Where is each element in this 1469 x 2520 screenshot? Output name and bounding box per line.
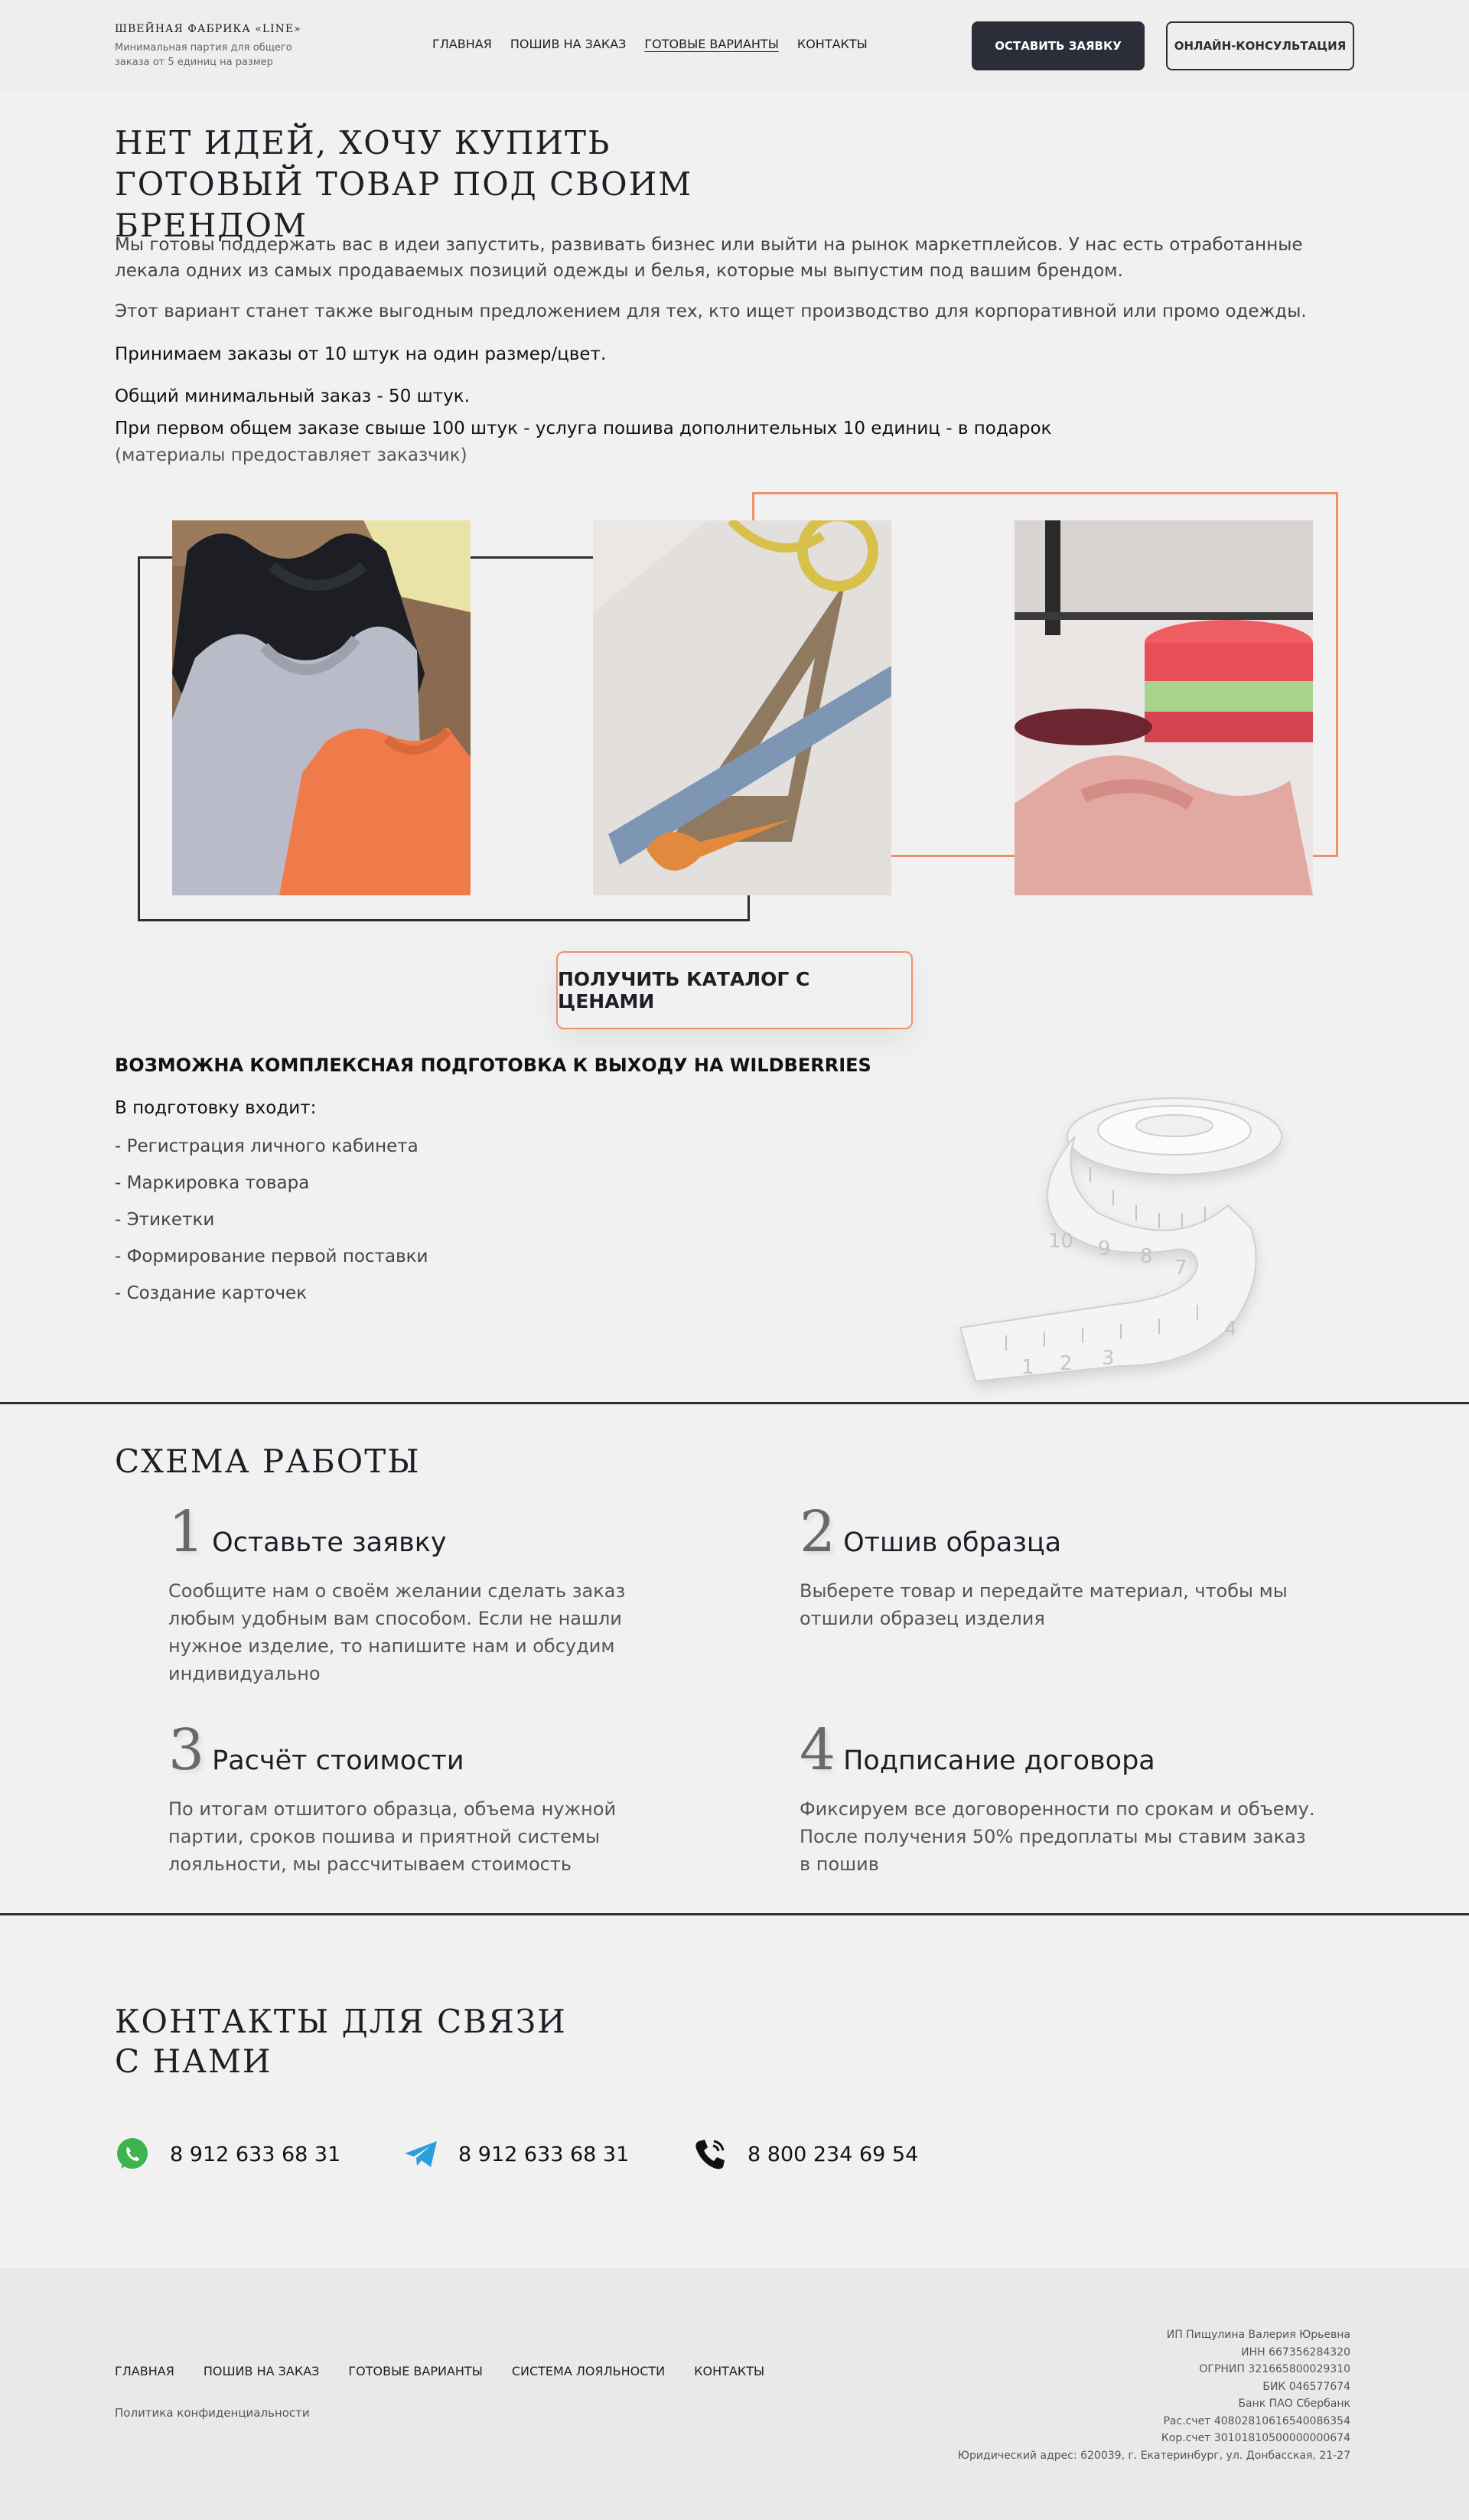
- svg-text:2: 2: [1060, 1352, 1073, 1375]
- step-title: Подписание договора: [843, 1746, 1155, 1776]
- nav-item-ready-options[interactable]: ГОТОВЫЕ ВАРИАНТЫ: [644, 37, 779, 51]
- list-item: - Создание карточек: [115, 1283, 308, 1303]
- photo-sewing-tools: [593, 520, 891, 895]
- svg-text:7: 7: [1174, 1257, 1187, 1280]
- list-item: - Формирование первой поставки: [115, 1247, 428, 1267]
- section-divider: [0, 1402, 1469, 1404]
- footer-nav-loyalty[interactable]: СИСТЕМА ЛОЯЛЬНОСТИ: [511, 2364, 666, 2378]
- step-4: [800, 1717, 1335, 1878]
- step-text: Выберете товар и передайте материал, чтобы мы отшили образец изделия: [800, 1580, 1288, 1629]
- online-consultation-button[interactable]: ОНЛАЙН-КОНСУЛЬТАЦИЯ: [1166, 21, 1354, 70]
- intro-paragraph-1: Мы готовы поддержать вас в идеи запустить, развивать бизнес или выйти на рынок маркетплейсов. У нас есть отработанные лекала одних из самых продаваемых позиций одежды и белья, которые мы выпустим под вашим брендом.: [115, 235, 1303, 281]
- photo-ribbons: [1015, 520, 1313, 895]
- measuring-tape-illustration: [945, 1075, 1312, 1404]
- requisite-line: ОГРНИП 321665800029310: [1199, 2363, 1350, 2375]
- privacy-policy-link[interactable]: Политика конфиденциальности: [115, 2406, 310, 2420]
- step-title: Расчёт стоимости: [212, 1746, 464, 1776]
- site-header: [0, 0, 1469, 92]
- nav-item-custom-sewing[interactable]: ПОШИВ НА ЗАКАЗ: [510, 37, 627, 51]
- svg-text:10: 10: [1048, 1230, 1074, 1253]
- svg-text:9: 9: [1098, 1237, 1111, 1260]
- intro-paragraph-bonus: При первом общем заказе свыше 100 штук - услуга пошива дополнительных 10 единиц - в подарок: [115, 419, 1052, 438]
- request-button[interactable]: ОСТАВИТЬ ЗАЯВКУ: [972, 21, 1145, 70]
- site-footer: [0, 2268, 1469, 2520]
- nav-item-contacts[interactable]: КОНТАКТЫ: [796, 37, 868, 51]
- step-text: Фиксируем все договоренности по срокам и объему. После получения 50% предоплаты мы ставим заказ в пошив: [800, 1798, 1315, 1875]
- phone-icon: [692, 2137, 728, 2172]
- intro-paragraph-min-order-size: Принимаем заказы от 10 штук на один размер/цвет.: [115, 344, 607, 364]
- requisite-line: Банк ПАО Сбербанк: [1238, 2398, 1350, 2410]
- contacts-title: [115, 2002, 567, 2082]
- intro-paragraph-min-total: Общий минимальный заказ - 50 штук.: [115, 386, 470, 406]
- brand-title[interactable]: ШВЕЙНАЯ ФАБРИКА «LINE»: [115, 23, 301, 35]
- list-item: - Маркировка товара: [115, 1173, 310, 1193]
- brand-subtitle: Минимальная партия для общего заказа от 5 единиц на размер: [115, 42, 292, 68]
- step-2: [800, 1499, 1335, 1632]
- footer-nav-home[interactable]: ГЛАВНАЯ: [115, 2364, 174, 2378]
- svg-text:1: 1: [1021, 1356, 1034, 1379]
- step-number: 2: [800, 1499, 836, 1565]
- svg-text:8: 8: [1140, 1245, 1153, 1268]
- step-1: [168, 1499, 704, 1687]
- telegram-icon: [403, 2137, 438, 2172]
- photo-tank-tops: [172, 520, 471, 895]
- footer-nav: [115, 2364, 793, 2378]
- company-requisites: [958, 2326, 1350, 2464]
- wildberries-title: ВОЗМОЖНА КОМПЛЕКСНАЯ ПОДГОТОВКА К ВЫХОДУ НА WILDBERRIES: [115, 1055, 871, 1076]
- contact-whatsapp[interactable]: [115, 2137, 340, 2172]
- svg-text:4: 4: [1224, 1318, 1237, 1341]
- step-3: [168, 1717, 704, 1878]
- whatsapp-icon: [115, 2137, 150, 2172]
- requisite-line: Рас.счет 40802810616540086354: [1163, 2414, 1350, 2427]
- footer-nav-contacts[interactable]: КОНТАКТЫ: [694, 2364, 765, 2378]
- nav-item-home[interactable]: ГЛАВНАЯ: [432, 37, 492, 51]
- requisite-line: Кор.счет 30101810500000000674: [1161, 2432, 1350, 2444]
- footer-nav-custom-sewing[interactable]: ПОШИВ НА ЗАКАЗ: [203, 2364, 320, 2378]
- list-item: - Этикетки: [115, 1210, 215, 1230]
- contacts-title-line-2: С НАМИ: [115, 2042, 272, 2080]
- contact-phone[interactable]: [692, 2137, 918, 2172]
- intro-paragraph-2: Этот вариант станет также выгодным предложением для тех, кто ищет производство для корпоративной или промо одежды.: [115, 302, 1307, 321]
- contact-telegram[interactable]: [403, 2137, 629, 2172]
- footer-nav-ready-options[interactable]: ГОТОВЫЕ ВАРИАНТЫ: [348, 2364, 483, 2378]
- svg-text:3: 3: [1102, 1347, 1115, 1370]
- phone-number[interactable]: 8 800 234 69 54: [748, 2142, 919, 2166]
- requisite-line: ИП Пищулина Валерия Юрьевна: [1166, 2329, 1350, 2341]
- step-text: Сообщите нам о своём желании сделать заказ любым удобным вам способом. Если не нашли нужное изделие, то напишите нам и обсудим индивидуально: [168, 1580, 626, 1684]
- wildberries-intro: В подготовку входит:: [115, 1098, 317, 1118]
- page-title: НЕТ ИДЕЙ, ХОЧУ КУПИТЬ ГОТОВЫЙ ТОВАР ПОД СВОИМ БРЕНДОМ: [115, 124, 693, 244]
- step-number: 4: [800, 1717, 836, 1783]
- requisite-line: ИНН 667356284320: [1241, 2346, 1350, 2359]
- intro-paragraph-note: (материалы предоставляет заказчик): [115, 445, 467, 465]
- requisite-line: Юридический адрес: 620039, г. Екатеринбург, ул. Донбасская, 21-27: [957, 2449, 1350, 2462]
- step-text: По итогам отшитого образца, объема нужной партии, сроков пошива и приятной системы лояльности, мы рассчитываем стоимость: [168, 1798, 617, 1875]
- step-number: 3: [168, 1717, 205, 1783]
- requisite-line: БИК 046577674: [1262, 2380, 1350, 2393]
- telegram-number[interactable]: 8 912 633 68 31: [458, 2142, 630, 2166]
- section-divider: [0, 1913, 1469, 1915]
- step-number: 1: [168, 1499, 205, 1565]
- contacts-title-line-1: КОНТАКТЫ ДЛЯ СВЯЗИ: [115, 2003, 567, 2040]
- scheme-title: СХЕМА РАБОТЫ: [115, 1443, 421, 1480]
- get-catalog-button[interactable]: ПОЛУЧИТЬ КАТАЛОГ С ЦЕНАМИ: [556, 951, 913, 1029]
- step-title: Отшив образца: [843, 1527, 1062, 1558]
- main-nav: [432, 37, 886, 51]
- whatsapp-number[interactable]: 8 912 633 68 31: [170, 2142, 341, 2166]
- step-title: Оставьте заявку: [212, 1527, 447, 1558]
- wildberries-list: [115, 1131, 428, 1315]
- list-item: - Регистрация личного кабинета: [115, 1136, 419, 1156]
